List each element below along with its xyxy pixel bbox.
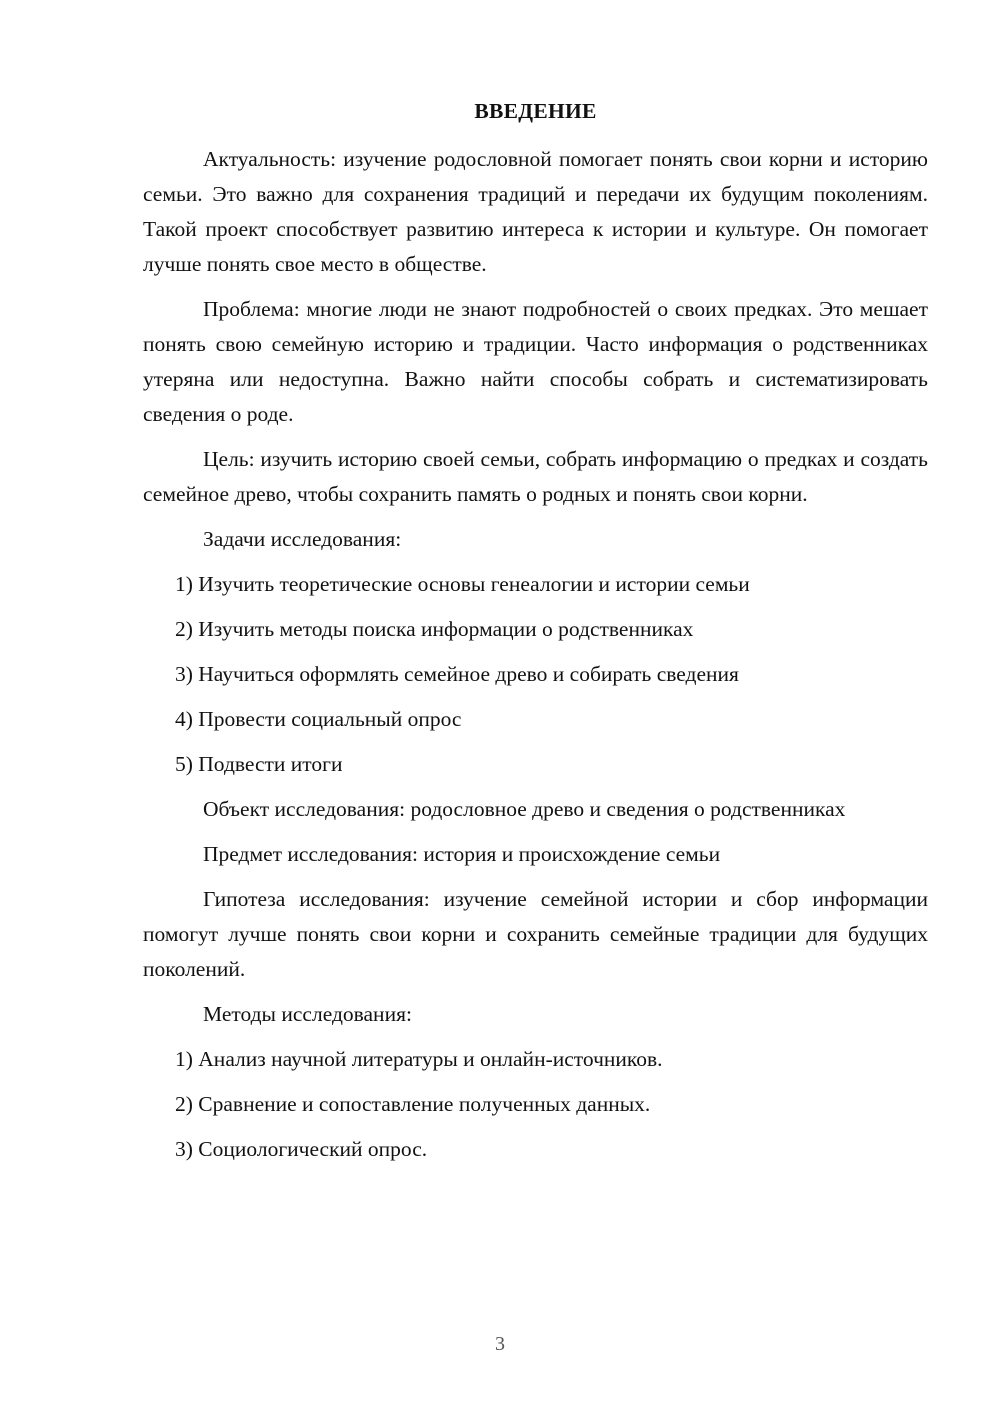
method-item: 3) Социологический опрос.	[175, 1137, 428, 1161]
relevance-paragraph: Актуальность: изучение родословной помогает понять свои корни и историю семьи. Это важно для сохранения традиций и передачи их будущим поколениям. Такой проект способствует развитию интереса к истории и культуре. Он помогает лучше понять свое место в обществе.	[143, 147, 928, 276]
hypothesis-paragraph: Гипотеза исследования: изучение семейной истории и сбор информации помогут лучше понять свои корни и сохранить семейные традиции для будущих поколений.	[143, 887, 928, 981]
object-paragraph: Объект исследования: родословное древо и сведения о родственниках	[203, 797, 846, 821]
tasks-heading: Задачи исследования:	[203, 527, 402, 551]
task-item: 3) Научиться оформлять семейное древо и собирать сведения	[175, 662, 739, 686]
page-number: 3	[495, 1333, 505, 1355]
task-item: 5) Подвести итоги	[175, 752, 343, 776]
method-item: 1) Анализ научной литературы и онлайн-источников.	[175, 1047, 663, 1071]
subject-paragraph: Предмет исследования: история и происхождение семьи	[203, 842, 721, 866]
task-item: 2) Изучить методы поиска информации о родственниках	[175, 617, 694, 641]
problem-paragraph: Проблема: многие люди не знают подробностей о своих предках. Это мешает понять свою семейную историю и традиции. Часто информация о родственниках утеряна или недоступна. Важно найти способы собрать и систематизировать сведения о роде.	[143, 297, 928, 426]
goal-paragraph: Цель: изучить историю своей семьи, собрать информацию о предках и создать семейное древо, чтобы сохранить память о родных и понять свои корни.	[143, 447, 928, 506]
task-item: 1) Изучить теоретические основы генеалогии и истории семьи	[175, 572, 750, 596]
methods-list	[143, 1042, 928, 1167]
tasks-list	[143, 567, 928, 782]
task-item: 4) Провести социальный опрос	[175, 707, 462, 731]
document-page	[143, 94, 928, 1177]
methods-heading: Методы исследования:	[203, 1002, 412, 1026]
section-title: ВВЕДЕНИЕ	[474, 99, 597, 123]
method-item: 2) Сравнение и сопоставление полученных данных.	[175, 1092, 651, 1116]
